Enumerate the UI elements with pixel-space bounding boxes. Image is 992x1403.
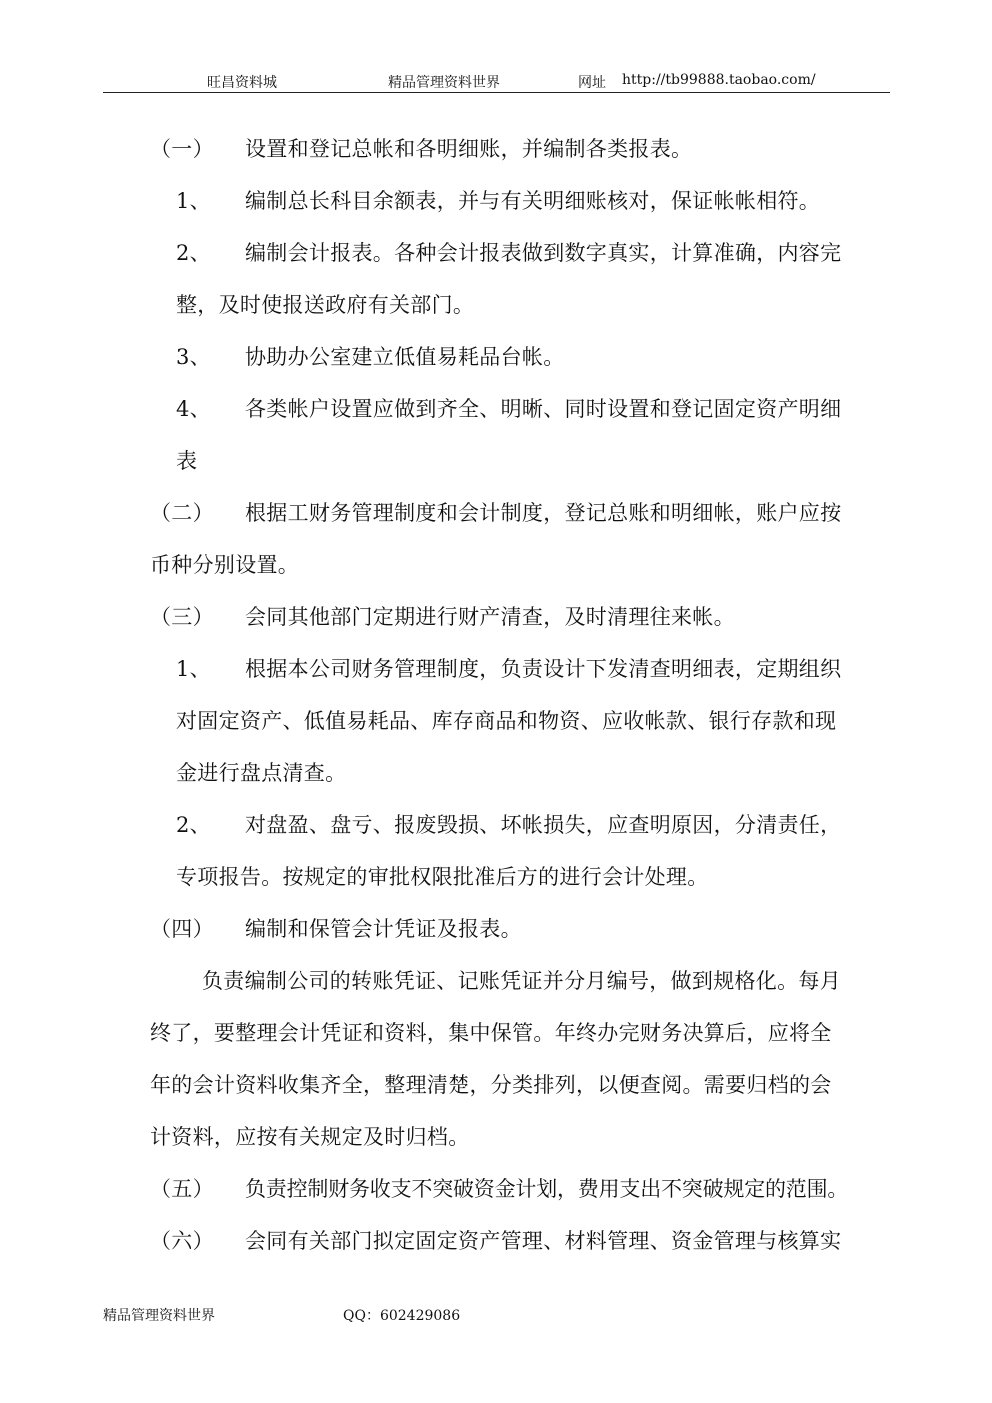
section-number: （六） <box>150 1229 214 1253</box>
paragraph-line: 负责编制公司的转账凭证、记账凭证并分月编号，做到规格化。每月 <box>202 969 841 993</box>
section-number: （一） <box>150 137 214 161</box>
item-continuation: 整，及时使报送政府有关部门。 <box>176 293 475 317</box>
header-url-link[interactable]: http://tb99888.taobao.com/ <box>622 72 816 88</box>
item-continuation: 表 <box>176 449 198 473</box>
section-3-heading <box>150 601 735 631</box>
section-number: （三） <box>150 605 214 629</box>
list-item <box>176 185 821 215</box>
section-6-heading <box>150 1225 842 1255</box>
header-divider <box>103 92 890 93</box>
footer-site-name: 精品管理资料世界 <box>103 1308 215 1324</box>
section-title: 负责控制财务收支不突破资金计划，费用支出不突破规定的范围。 <box>245 1177 849 1201</box>
item-number: 1、 <box>176 657 211 681</box>
section-title: 会同其他部门定期进行财产清查，及时清理往来帐。 <box>245 605 735 629</box>
section-1-heading <box>150 133 693 163</box>
section-4-heading <box>150 913 522 943</box>
list-item <box>176 653 842 683</box>
item-number: 2、 <box>176 813 211 837</box>
section-number: （四） <box>150 917 214 941</box>
header-site-name: 旺昌资料城 <box>207 75 277 91</box>
item-continuation: 对固定资产、低值易耗品、库存商品和物资、应收帐款、银行存款和现 <box>176 709 837 733</box>
section-number: （五） <box>150 1177 214 1201</box>
item-text: 编制总长科目余额表，并与有关明细账核对，保证帐帐相符。 <box>245 189 821 213</box>
section-title: 设置和登记总帐和各明细账，并编制各类报表。 <box>245 137 693 161</box>
item-number: 2、 <box>176 241 211 265</box>
list-item <box>176 341 565 371</box>
paragraph-line: 终了，要整理会计凭证和资料，集中保管。年终办完财务决算后，应将全 <box>150 1021 832 1045</box>
item-number: 1、 <box>176 189 211 213</box>
section-2-heading <box>150 497 842 527</box>
paragraph-line: 计资料，应按有关规定及时归档。 <box>150 1125 470 1149</box>
section-title: 会同有关部门拟定固定资产管理、材料管理、资金管理与核算实 <box>245 1229 842 1253</box>
footer-qq: QQ：602429086 <box>343 1308 461 1324</box>
header-slogan: 精品管理资料世界 <box>388 75 500 91</box>
section-5-heading <box>150 1173 849 1203</box>
item-number: 4、 <box>176 397 211 421</box>
section-continuation: 币种分别设置。 <box>150 553 300 577</box>
item-continuation: 专项报告。按规定的审批权限批准后方的进行会计处理。 <box>176 865 709 889</box>
item-text: 各类帐户设置应做到齐全、明晰、同时设置和登记固定资产明细 <box>245 397 842 421</box>
section-number: （二） <box>150 501 214 525</box>
item-number: 3、 <box>176 345 211 369</box>
section-title: 编制和保管会计凭证及报表。 <box>245 917 522 941</box>
paragraph-line: 年的会计资料收集齐全，整理清楚，分类排列，以便查阅。需要归档的会 <box>150 1073 832 1097</box>
item-continuation: 金进行盘点清查。 <box>176 761 347 785</box>
item-text: 编制会计报表。各种会计报表做到数字真实，计算准确，内容完 <box>245 241 842 265</box>
item-text: 协助办公室建立低值易耗品台帐。 <box>245 345 565 369</box>
item-text: 对盘盈、盘亏、报废毁损、坏帐损失，应查明原因，分清责任， <box>245 813 842 837</box>
list-item <box>176 393 842 423</box>
item-text: 根据本公司财务管理制度，负责设计下发清查明细表，定期组织 <box>245 657 842 681</box>
list-item <box>176 237 842 267</box>
list-item <box>176 809 842 839</box>
header-url-label: 网址 <box>578 75 606 91</box>
section-title: 根据工财务管理制度和会计制度，登记总账和明细帐，账户应按 <box>245 501 842 525</box>
